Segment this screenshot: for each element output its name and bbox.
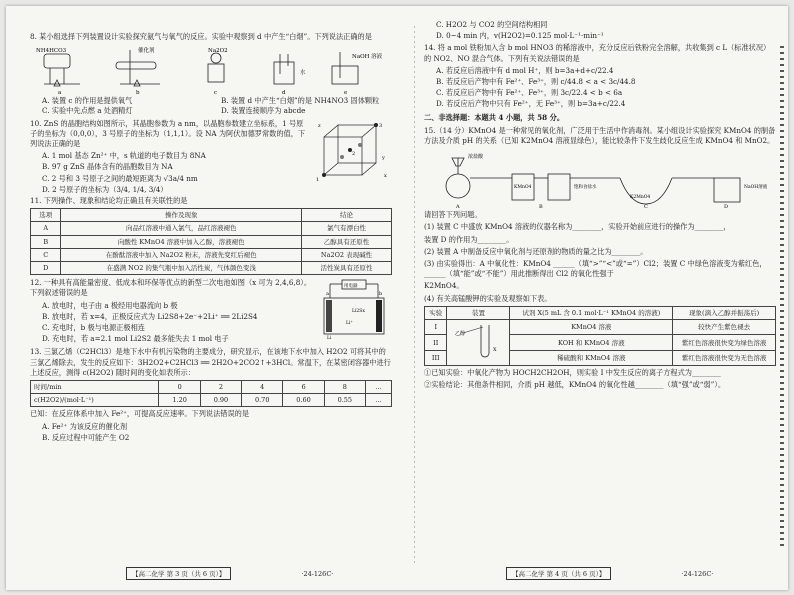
table-row: [31, 222, 392, 235]
question-10-block: [30, 119, 392, 196]
q15-part-2: (2) 装置 A 中制备反应中氧化剂与还原剂的物质的量之比为________。: [424, 246, 648, 256]
axis-label-z: z: [318, 122, 321, 129]
fig-letter-C: C: [644, 204, 648, 211]
q14-option-b: B. 若反应后产物中有 Fe²⁺、Fe³⁺，则 c/44.8 < a < 3c/44.8: [436, 77, 636, 87]
label-brine: 饱和食盐水: [574, 185, 597, 191]
footer-right: [506, 567, 713, 580]
table-cell: 较快产生紫色褪去: [673, 320, 776, 335]
q15-part-3b: K2MnO4。: [424, 281, 464, 291]
atom-label-2: 2: [352, 150, 356, 157]
label-load: 用电器: [344, 284, 358, 290]
q10-option-c: C. 2 号和 3 号原子之间的最短距离为 √3a/4 nm: [42, 173, 198, 183]
question-15-apparatus-figure: [424, 148, 776, 210]
question-14-stem: 14. 将 a mol 铁粉加入含 b mol HNO3 的稀溶液中，充分反应后铁粉完全溶解，共收集到 c L（标准状况）的 NO2、NO 混合气体。下列有关说法错误的是: [424, 43, 771, 63]
q12-option-c: C. 充电时，b 极与电源正极相连: [42, 323, 145, 333]
q12-option-a: A. 放电时，电子由 a 极经用电器流向 b 极: [42, 300, 178, 310]
table-cell: 2: [200, 381, 241, 394]
q11-header-conclusion: 结论: [302, 209, 392, 222]
q11-header-option: 选项: [31, 209, 61, 222]
q15-part-1: (1) 装置 C 中盛放 KMnO4 溶液的仪器名称为________，实验开始前应进行的操作为________，: [424, 222, 731, 232]
question-8-options-row1: [42, 96, 392, 106]
footer-left: [126, 567, 333, 580]
q15-part-4: (4) 有关高锰酸钾的实验及观察如下表。: [424, 293, 552, 303]
table-cell: II: [425, 335, 447, 350]
table-cell: 6: [283, 381, 324, 394]
label-naoh: NaOH 溶液: [352, 54, 383, 61]
q15-prompt: 请回答下列问题。: [424, 210, 482, 220]
table-cell: 稀硫酸和 KMnO4 溶液: [510, 350, 673, 365]
fig-letter-d: d: [282, 90, 286, 97]
atom-label-3: 3: [379, 122, 383, 129]
table-cell: KOH 和 KMnO4 溶液: [510, 335, 673, 350]
fig-letter-D: D: [724, 204, 729, 211]
q15-header-phenomenon: 现象(滴入乙醇并振荡后): [673, 306, 776, 319]
table-cell: …: [365, 381, 391, 394]
question-15-table: [424, 306, 776, 366]
table-cell: Na2O2 表现碱性: [302, 248, 392, 261]
table-cell: III: [425, 350, 447, 365]
q8-option-b: B. 装置 d 中产生“白烟”的是 NH4NO3 固体颗粒: [221, 96, 380, 106]
fig-letter-c: c: [214, 90, 218, 97]
label-li-ion: Li⁺: [346, 321, 353, 327]
q10-option-b: B. 97 g ZnS 晶体含有的晶胞数目为 NA: [42, 162, 173, 172]
label-water: 水: [300, 70, 306, 77]
label-na2o2: Na2O2: [208, 48, 228, 55]
table-cell: 0.60: [283, 394, 324, 407]
fig-letter-a: a: [58, 90, 62, 97]
q15-part-4a: ①已知实验：中氧化产物为 HOCH2CH2OH，则实验 I 中发生反应的离子方程式为________: [424, 368, 721, 378]
table-cell: 紫红色溶液很快变为无色溶液: [673, 350, 776, 365]
table-cell: 氯气有漂白性: [302, 222, 392, 235]
table-cell: 1.20: [159, 394, 200, 407]
battery-figure: [316, 278, 392, 340]
label-k2mno4: K2MnO4: [630, 195, 651, 201]
fig-letter-A: A: [456, 204, 460, 211]
left-column: [30, 32, 392, 444]
q10-option-d: D. 2 号原子的坐标为（3/4, 1/4, 3/4）: [42, 184, 168, 194]
table-cell: 向酸性 KMnO4 溶液中加入乙醇，溶液褪色: [61, 235, 302, 248]
q13-option-c: C. H2O2 与 CO2 的空间结构相同: [436, 20, 548, 29]
q10-option-a: A. 1 mol 基态 Zn²⁺ 中，s 轨道的电子数目为 8NA: [42, 151, 206, 161]
q8-option-a: A. 装置 c 的作用是提供氧气: [42, 96, 133, 106]
question-13-note: 已知：在反应体系中加入 Fe²⁺，可提高反应速率。下列说法错误的是: [30, 409, 250, 419]
table-cell: 在盛满 NO2 的集气瓶中加入活性炭，气体颜色变浅: [61, 262, 302, 275]
table-cell: 0.55: [324, 394, 365, 407]
footer-right-page: 第 4 页（共 6 页）】: [546, 570, 606, 578]
footer-left-title: 【高二化学: [132, 570, 165, 578]
question-12-stem: 12. 一种具有高能量密度、低成本和环保等优点的新型二次电池如图（x 可为 2,4,6,8）。下列叙述错误的是: [30, 278, 312, 298]
q15-header-exp: 实验: [425, 306, 447, 319]
label-li2sx: Li2Sx: [352, 309, 365, 315]
table-cell: 紫红色溶液很快变为绿色溶液: [673, 335, 776, 350]
fig-letter-B: B: [539, 204, 543, 211]
table-cell: 4: [242, 381, 283, 394]
question-11-stem: 11. 下列操作、现象和结论均正确且有关联性的是: [30, 196, 188, 206]
table-cell: 在酚酞溶液中加入 Na2O2 粉末，溶液先变红后褪色: [61, 248, 302, 261]
table-cell: …: [365, 394, 391, 407]
question-13-stem: 13. 三氯乙烯（C2HCl3）是地下水中有机污染物的主要成分，研究显示，在该地下水中加入 H2O2 可将其中的三氯乙烯除去，发生的反应如下：3H2O2+C2HCl3 ══ 2H2O+2CO2↑+3HCl。常温下，在某密闭容器中进行上述反应，测得 c(H2O2) 随时间的变化如表所示：: [30, 347, 391, 377]
electrode-b-label: b: [379, 291, 383, 298]
question-11-table: [30, 208, 392, 275]
fig-letter-b: b: [136, 90, 140, 97]
q14-option-d: D. 若反应后产物中只有 Fe²⁺，无 Fe³⁺，则 b=3a+c/22.4: [436, 99, 626, 109]
table-cell: 活性炭具有还原性: [302, 262, 392, 275]
table-cell: D: [31, 262, 61, 275]
fig-letter-e: e: [344, 90, 348, 97]
table-row: [425, 320, 776, 335]
question-15-stem: 15.（14 分）KMnO4 是一种常见的氧化剂，广泛用于生活中作消毒剂。某小组设计实验探究 KMnO4 的制备方法及介质 pH 的关系（已知 K2MnO4 溶液显绿色），能比较条件下发生歧化反应生成 KMnO4 和 MnO2。: [424, 125, 776, 146]
q14-option-c: C. 若反应后产物中有 Fe²⁺、Fe³⁺，则 3c/22.4 < b < 6a: [436, 88, 623, 98]
table-row: [31, 248, 392, 261]
table-cell: KMnO4 溶液: [510, 320, 673, 335]
question-8-stem: 8. 某小组选择下列装置设计实验探究氨气与氧气的反应。实验中观察到 d 中产生“白烟”。下列说法正确的是: [30, 32, 372, 41]
table-cell: B: [31, 235, 61, 248]
zns-unit-cell-figure: [312, 119, 392, 185]
label-conc-hcl: 浓盐酸: [468, 154, 484, 161]
table-cell: C: [31, 248, 61, 261]
right-column: [424, 20, 776, 393]
footer-left-page: 第 3 页（共 6 页）】: [166, 570, 226, 578]
table-row: [31, 262, 392, 275]
q12-option-b: B. 放电时，若 x=4，正极反应式为 Li2S8+2e⁻+2Li⁺ ══ 2Li2S4: [42, 311, 258, 321]
question-10-stem: 10. ZnS 的晶胞结构如图所示，其晶胞参数为 a nm，以晶胞参数建立坐标系，1 号原子的坐标为（0,0,0），3 号原子的坐标为（1,1,1）。设 NA 为阿伏加德罗常数的值，下列说法正确的是: [30, 118, 306, 149]
label-kmno4: KMnO4: [514, 185, 532, 191]
axis-label-x: x: [384, 172, 387, 179]
footer-right-title: 【高二化学: [512, 570, 545, 578]
label-li: Li: [327, 336, 332, 341]
q13-option-b: B. 反应过程中可能产生 O2: [42, 432, 130, 442]
footer-right-code: ·24-126C·: [681, 569, 714, 578]
q15-header-reagent: 试剂 X(5 mL 含 0.1 mol·L⁻¹ KMnO4 的溶液): [510, 306, 673, 319]
label-catalyst: 催化剂: [138, 48, 155, 55]
label-nh4hco3: NH4HCO3: [36, 48, 67, 55]
exam-sheet: [6, 6, 788, 590]
q15-part-1b: 装置 D 的作用为________。: [424, 234, 514, 244]
q13-option-a: A. Fe²⁺ 为该反应的催化剂: [42, 421, 128, 431]
question-12-block: [30, 278, 392, 345]
q13-option-d: D. 0~4 min 内，v(H2O2)=0.125 mol·L⁻¹·min⁻¹: [436, 31, 604, 41]
table-cell: 8: [324, 381, 365, 394]
atom-label-1: 1: [316, 176, 320, 183]
electrode-a-label: a: [326, 291, 329, 298]
q13-row-label: c(H2O2)/(mol·L⁻¹): [31, 394, 159, 407]
fold-line: [414, 26, 415, 566]
table-cell: I: [425, 320, 447, 335]
table-cell: 0.90: [200, 394, 241, 407]
table-row: [31, 235, 392, 248]
label-naoh-solution: NaOH溶液: [744, 185, 768, 191]
q12-option-d: D. 充电时，若 a=2.1 mol Li2S2 最多能失去 1 mol 电子: [42, 334, 229, 344]
axis-label-y: y: [382, 154, 385, 161]
table-cell: 向品红溶液中通入氯气，品红溶液褪色: [61, 222, 302, 235]
question-13-table: [30, 380, 392, 407]
table-cell: A: [31, 222, 61, 235]
table-cell: 乙醇具有还原性: [302, 235, 392, 248]
question-8-options-row2: [42, 106, 392, 116]
q15-header-device: 装置: [447, 306, 510, 319]
q15-part-3: (3) 由实验得出：A 中氧化性：KMnO4 ______（填“>”“<”或“=”）Cl2；装置 C 中绿色溶液变为紫红色，______（填“能”或“不能”）用此推断得出 Cl2 的氧化性强于: [424, 259, 767, 279]
q13-header-time: 时间/min: [31, 381, 159, 394]
table-cell: 0.70: [242, 394, 283, 407]
tube-label-x: X: [493, 347, 498, 354]
binding-marks: [780, 46, 784, 546]
q8-option-d: D. 装置连接顺序为 abcde: [221, 106, 306, 116]
q15-part-4b: ②实验结论：其他条件相同，介质 pH 越低，KMnO4 的氧化性越________（填“强”或“弱”）。: [424, 380, 726, 390]
test-tube-cell: [447, 320, 510, 366]
q14-option-a: A. 若反应后溶液中有 d mol H⁺，则 b=3a+d+c/22.4: [436, 65, 614, 75]
section-2-heading: 二、非选择题：本题共 4 小题，共 58 分。: [424, 112, 565, 122]
test-tube-figure: [453, 321, 503, 361]
tube-label-ethanol: 乙醇: [455, 331, 466, 338]
table-cell: 0: [159, 381, 200, 394]
question-8-apparatus-figure: [30, 44, 392, 96]
q11-header-operation: 操作及现象: [61, 209, 302, 222]
q8-option-c: C. 实验中先点燃 a 处酒精灯: [42, 106, 133, 116]
footer-left-code: ·24-126C·: [301, 569, 334, 578]
